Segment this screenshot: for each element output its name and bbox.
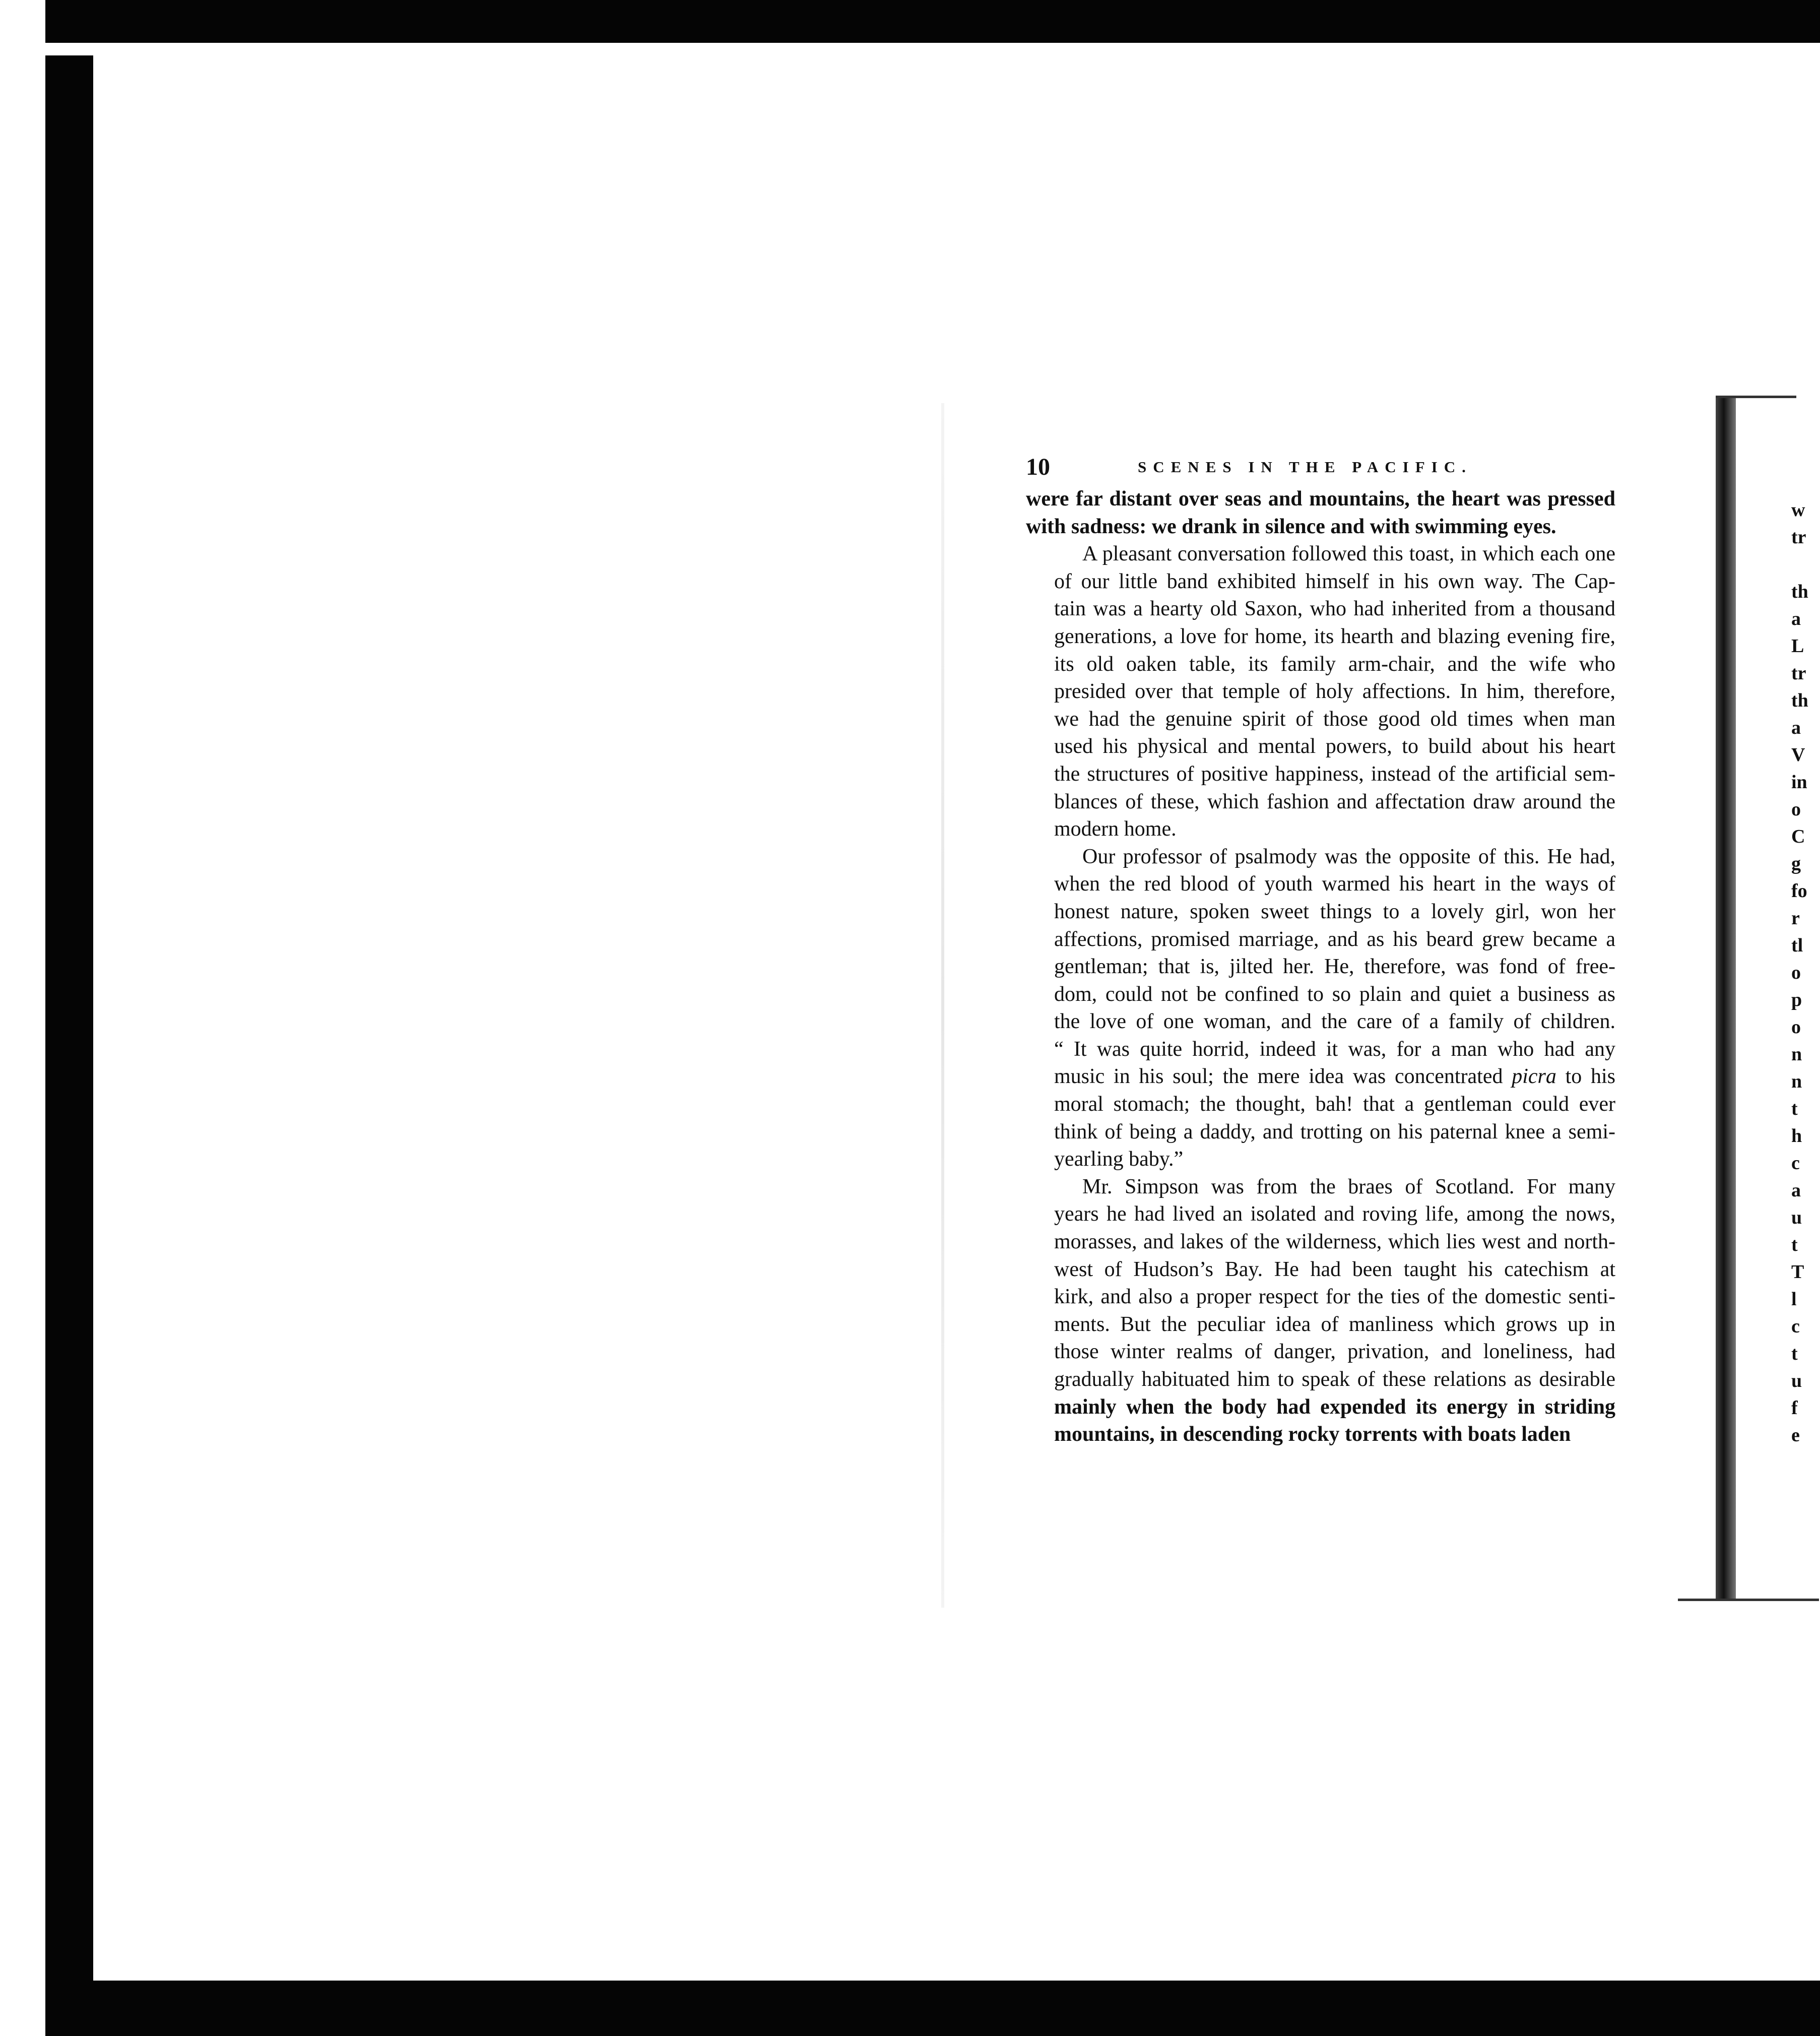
facing-page-letter: o bbox=[1791, 962, 1801, 983]
facing-page-letter: a bbox=[1791, 608, 1801, 629]
facing-page-letter: u bbox=[1791, 1207, 1802, 1228]
facing-page-letter: tr bbox=[1791, 663, 1806, 684]
facing-page-letter: tr bbox=[1791, 527, 1806, 548]
facing-page-letter: n bbox=[1791, 1071, 1802, 1092]
page-fold-shadow bbox=[941, 403, 944, 1608]
text-line: the structures of positive happiness, instead of the artificial sem- bbox=[1054, 762, 1615, 786]
facing-page-letter: h bbox=[1791, 1125, 1802, 1147]
facing-page-edge-bottom bbox=[1678, 1599, 1819, 1601]
facing-page-letter: th bbox=[1791, 690, 1808, 711]
text-line: honest nature, spoken sweet things to a lovely girl, won her bbox=[1054, 900, 1615, 923]
facing-page-letter: l bbox=[1791, 1289, 1797, 1310]
scan-frame-bottom bbox=[0, 1981, 1820, 2036]
facing-page-letter: g bbox=[1791, 853, 1801, 874]
facing-page-letter: o bbox=[1791, 799, 1801, 820]
text-line: affections, promised marriage, and as his beard grew became a bbox=[1054, 927, 1615, 951]
running-head bbox=[1026, 451, 1615, 482]
facing-page-letter: t bbox=[1791, 1234, 1798, 1255]
text-line: with sadness: we drank in silence and with swimming eyes. bbox=[1026, 515, 1556, 538]
book-page bbox=[1026, 451, 1615, 1502]
facing-page-letter: f bbox=[1791, 1397, 1798, 1419]
paragraph bbox=[1026, 540, 1615, 843]
text-line: presided over that temple of holy affections. In him, therefore, bbox=[1054, 680, 1615, 704]
facing-page-letter: p bbox=[1791, 989, 1802, 1010]
text-line: A pleasant conversation followed this toast, in which each one bbox=[1082, 542, 1615, 566]
paragraph bbox=[1026, 485, 1615, 540]
text-line: music in his soul; the mere idea was concentrated picra to his bbox=[1054, 1065, 1615, 1089]
text-line: mountains, in descending rocky torrents with boats laden bbox=[1054, 1423, 1571, 1446]
facing-page-letter bbox=[1791, 551, 1820, 578]
text-line: we had the genuine spirit of those good old times when man bbox=[1054, 707, 1615, 731]
facing-page-letter: c bbox=[1791, 1316, 1800, 1337]
text-line: when the red blood of youth warmed his heart in the ways of bbox=[1054, 872, 1615, 896]
facing-page-fragment bbox=[1791, 496, 1820, 1444]
body-text bbox=[1026, 485, 1615, 1448]
text-line: Mr. Simpson was from the braes of Scotland. For many bbox=[1082, 1175, 1615, 1198]
facing-page-letter: c bbox=[1791, 1153, 1800, 1174]
italic-word: picra bbox=[1512, 1065, 1556, 1089]
scan-frame-left-outer bbox=[0, 0, 45, 2036]
text-line: the love of one woman, and the care of a family of children. bbox=[1054, 1010, 1615, 1034]
scan-frame-left bbox=[45, 55, 93, 1981]
text-line: its old oaken table, its family arm-chair, and the wife who bbox=[1054, 652, 1615, 676]
facing-page-letter: L bbox=[1791, 635, 1804, 657]
text-line: morasses, and lakes of the wilderness, which lies west and north- bbox=[1054, 1230, 1615, 1254]
text-line: gentleman; that is, jilted her. He, therefore, was fond of free- bbox=[1054, 955, 1615, 979]
text-line: years he had lived an isolated and roving life, among the nows, bbox=[1054, 1202, 1615, 1226]
paragraph bbox=[1026, 1173, 1615, 1448]
facing-page-letter: w bbox=[1791, 499, 1805, 521]
text-line: gradually habituated him to speak of these relations as desirable bbox=[1054, 1368, 1615, 1391]
text-line: dom, could not be confined to so plain and quiet a business as bbox=[1054, 982, 1615, 1006]
facing-page-letter: in bbox=[1791, 772, 1807, 793]
facing-page-letter: a bbox=[1791, 717, 1801, 738]
facing-page-letter: th bbox=[1791, 581, 1808, 602]
facing-page-letter: n bbox=[1791, 1044, 1802, 1065]
paragraph bbox=[1026, 843, 1615, 1173]
facing-page-letter: C bbox=[1791, 826, 1805, 847]
book-spine-shadow bbox=[1716, 398, 1736, 1600]
running-title: SCENES IN THE PACIFIC. bbox=[1138, 458, 1472, 476]
text-line: of our little band exhibited himself in his own way. The Cap- bbox=[1054, 569, 1615, 593]
facing-page-letter: t bbox=[1791, 1343, 1798, 1364]
text-line: blances of these, which fashion and affectation draw around the bbox=[1054, 790, 1615, 813]
facing-page-letter: T bbox=[1791, 1261, 1804, 1283]
text-line: moral stomach; the thought, bah! that a gentleman could ever bbox=[1054, 1093, 1615, 1116]
facing-page-letter: tl bbox=[1791, 935, 1803, 956]
text-line: think of being a daddy, and trotting on his paternal knee a semi- bbox=[1054, 1120, 1615, 1143]
page-number: 10 bbox=[1026, 454, 1050, 480]
facing-page-letter: t bbox=[1791, 1098, 1798, 1119]
text-line: “ It was quite horrid, indeed it was, for a man who had any bbox=[1054, 1037, 1615, 1061]
facing-page-letter: r bbox=[1791, 908, 1800, 929]
facing-page-letter: a bbox=[1791, 1180, 1801, 1201]
facing-page-letter: V bbox=[1791, 744, 1805, 766]
text-line: those winter realms of danger, privation, and loneliness, had bbox=[1054, 1340, 1615, 1364]
scan-frame-top bbox=[0, 0, 1820, 43]
text-line: tain was a hearty old Saxon, who had inherited from a thousand bbox=[1054, 597, 1615, 621]
text-line: were far distant over seas and mountains, the heart was pressed bbox=[1026, 487, 1615, 511]
text-line: used his physical and mental powers, to build about his heart bbox=[1054, 735, 1615, 758]
text-line: Our professor of psalmody was the opposite of this. He had, bbox=[1082, 845, 1615, 868]
facing-page-letter: e bbox=[1791, 1425, 1800, 1444]
text-line: ments. But the peculiar idea of manliness which grows up in bbox=[1054, 1312, 1615, 1336]
text-line: mainly when the body had expended its energy in striding bbox=[1054, 1395, 1615, 1419]
facing-page-letter: u bbox=[1791, 1370, 1802, 1391]
text-line: modern home. bbox=[1054, 817, 1177, 841]
text-line: generations, a love for home, its hearth and blazing evening fire, bbox=[1054, 624, 1615, 648]
facing-page-letter: o bbox=[1791, 1016, 1801, 1038]
text-line: kirk, and also a proper respect for the ties of the domestic senti- bbox=[1054, 1285, 1615, 1309]
text-line: west of Hudson’s Bay. He had been taught his catechism at bbox=[1054, 1257, 1615, 1281]
text-line: yearling baby.” bbox=[1054, 1148, 1184, 1171]
facing-page-letter: fo bbox=[1791, 880, 1807, 902]
